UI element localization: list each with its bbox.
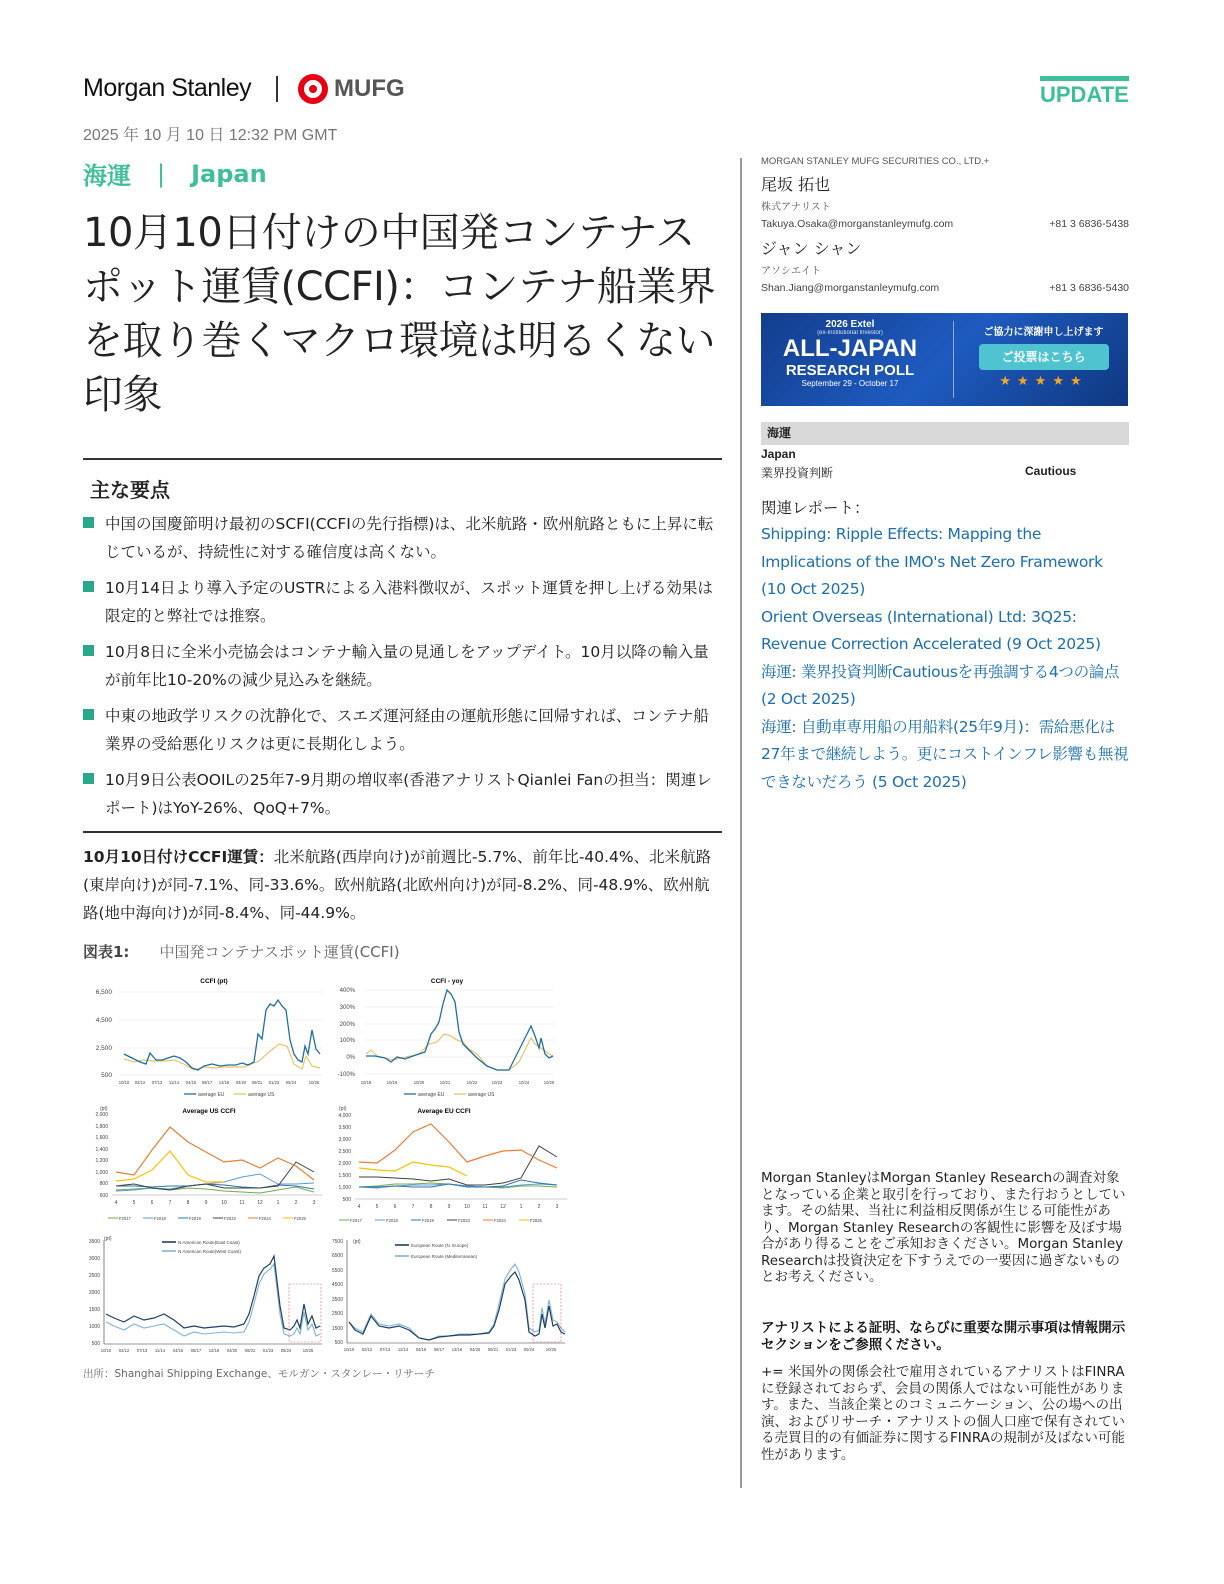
svg-text:8: 8 xyxy=(429,1204,433,1210)
chart-european-routes xyxy=(329,1234,569,1364)
key-point: 中東の地政学リスクの沈静化で、スエズ運河経由の運航形態に回帰すれば、コンテナ船業界の受給悪化リスクは更に長期化しよう。 xyxy=(83,702,723,758)
analyst-card xyxy=(761,172,1129,230)
related-report-link[interactable]: Shipping: Ripple Effects: Mapping the Implications of the IMO's Net Zero Framework (10 Oct 2025) xyxy=(761,525,1103,598)
svg-text:4: 4 xyxy=(357,1204,361,1210)
svg-text:02/12: 02/12 xyxy=(361,1347,373,1352)
key-point: 10月8日に全米小売協会はコンテナ輸入量の見通しをアップデイト。10月以降の輸入量が前年比10-20%の減少見込みを継続。 xyxy=(83,638,723,694)
figure-source: 出所：Shanghai Shipping Exchange、モルガン・スタンレー・リサーチ xyxy=(83,1368,435,1380)
svg-text:(pt): (pt) xyxy=(100,1106,108,1112)
svg-text:9: 9 xyxy=(447,1204,451,1210)
svg-text:07/13: 07/13 xyxy=(151,1080,163,1085)
banner-left: 2026 Extel (ex-Institutional Investor) ALL-JAPAN RESEARCH POLL September 29 - October 17 xyxy=(782,319,918,388)
svg-text:F2025: F2025 xyxy=(530,1218,542,1223)
star-rating-icon: ★★★★★ xyxy=(999,374,1088,389)
svg-text:10/25: 10/25 xyxy=(302,1348,314,1353)
sector-box: 海運 xyxy=(761,422,1129,445)
svg-text:10/18: 10/18 xyxy=(360,1080,372,1085)
svg-text:F2017: F2017 xyxy=(119,1216,131,1221)
related-reports-list xyxy=(761,521,1131,796)
svg-text:11: 11 xyxy=(239,1200,245,1206)
svg-text:F2023: F2023 xyxy=(224,1216,236,1221)
svg-text:300%: 300% xyxy=(339,1005,355,1011)
publish-date: 2025 年 10 月 10 日 12:32 PM GMT xyxy=(83,127,338,144)
banner-right: ご協力に深謝申し上げます ご投票はこちら ★★★★★ xyxy=(966,323,1121,389)
svg-text:2,000: 2,000 xyxy=(95,1112,108,1118)
svg-text:average US: average US xyxy=(468,1092,495,1098)
svg-text:12/18: 12/18 xyxy=(218,1080,230,1085)
svg-text:6,500: 6,500 xyxy=(95,989,112,996)
finra-disclaimer: += 米国外の関係会社で雇用されているアナリストはFINRAに登録されておらず、会員の関係人ではない可能性があります。また、当該企業とのコミュニケーション、公の場への出演、およびリサーチ・アナリストの個人口座で保有されている売買目的の有価証券に関するFINRAの規制が及ばない可能性があります。 xyxy=(761,1364,1125,1463)
svg-text:1,500: 1,500 xyxy=(338,1173,351,1179)
svg-text:F2024: F2024 xyxy=(259,1216,271,1221)
svg-text:average EU: average EU xyxy=(198,1092,225,1098)
svg-text:02/12: 02/12 xyxy=(134,1080,146,1085)
svg-text:F2018: F2018 xyxy=(154,1216,166,1221)
vote-button[interactable]: ご投票はこちら xyxy=(979,344,1109,370)
divider xyxy=(83,458,722,460)
svg-text:2000: 2000 xyxy=(88,1290,100,1296)
svg-text:8: 8 xyxy=(186,1200,190,1206)
sector-header xyxy=(83,156,267,191)
report-title: 10月10日付けの中国発コンテナスポット運賃(CCFI)：コンテナ船業界を取り巻くマクロ環境は明るくない印象 xyxy=(83,210,716,418)
sector-separator: | xyxy=(157,159,166,188)
svg-text:(pt): (pt) xyxy=(104,1236,112,1242)
analyst-phone: +81 3 6836-5430 xyxy=(1049,282,1129,294)
svg-text:1,000: 1,000 xyxy=(95,1170,108,1176)
mufg-ring-icon xyxy=(298,74,328,104)
svg-text:2: 2 xyxy=(537,1204,541,1210)
svg-text:4: 4 xyxy=(114,1200,118,1206)
disclosure-notice: アナリストによる証明、ならびに重要な開示事項は情報開示セクションをご参照ください。 xyxy=(761,1320,1126,1353)
banner-divider xyxy=(953,321,954,398)
svg-text:9: 9 xyxy=(204,1200,208,1206)
svg-text:6: 6 xyxy=(393,1204,397,1210)
mufg-logo xyxy=(298,74,405,104)
chart-n-american-routes xyxy=(84,1234,324,1364)
logo-divider xyxy=(276,76,278,102)
svg-text:1500: 1500 xyxy=(88,1307,100,1313)
key-point: 中国の国慶節明け最初のSCFI(CCFIの先行指標)は、北米航路・欧州航路ともに上昇に転じているが、持続性に対する確信度は高くない。 xyxy=(83,510,723,566)
svg-text:10/23: 10/23 xyxy=(491,1080,503,1085)
svg-text:08/17: 08/17 xyxy=(433,1347,445,1352)
svg-text:5: 5 xyxy=(375,1204,379,1210)
bullet-square-icon xyxy=(83,709,94,720)
svg-text:500: 500 xyxy=(342,1197,351,1203)
svg-text:7: 7 xyxy=(411,1204,415,1210)
svg-text:500: 500 xyxy=(334,1340,343,1346)
svg-text:11/14: 11/14 xyxy=(397,1347,409,1352)
svg-text:08/17: 08/17 xyxy=(201,1080,213,1085)
svg-text:-100%: -100% xyxy=(337,1072,355,1078)
svg-text:3: 3 xyxy=(312,1200,316,1206)
figure-number: 図表1: xyxy=(83,943,130,961)
svg-text:1: 1 xyxy=(276,1200,280,1206)
key-point: 10月14日より導入予定のUSTRによる入港料徴収が、スポット運賃を押し上げる効果は限定的と弊社では推察。 xyxy=(83,574,723,630)
svg-text:F2017: F2017 xyxy=(350,1218,362,1223)
chart-title: CCFI (pt) xyxy=(200,978,228,985)
svg-text:10: 10 xyxy=(221,1200,227,1206)
svg-text:08/21: 08/21 xyxy=(251,1080,263,1085)
svg-text:100%: 100% xyxy=(339,1038,355,1044)
svg-text:4,000: 4,000 xyxy=(338,1113,351,1119)
svg-text:10/22: 10/22 xyxy=(466,1080,478,1085)
column-divider xyxy=(740,158,742,1488)
svg-text:1,200: 1,200 xyxy=(95,1158,108,1164)
svg-text:7: 7 xyxy=(168,1200,172,1206)
key-points-heading: 主な要点 xyxy=(90,478,170,502)
svg-text:4500: 4500 xyxy=(331,1282,343,1288)
svg-text:10/19: 10/19 xyxy=(386,1080,398,1085)
chart-ccfi-yoy xyxy=(329,974,569,1104)
figure-caption: 中国発コンテナスポット運賃(CCFI) xyxy=(159,943,400,961)
ccfi-summary xyxy=(83,843,723,927)
bullet-square-icon xyxy=(83,581,94,592)
svg-text:10/25: 10/25 xyxy=(308,1080,320,1085)
svg-text:0%: 0% xyxy=(346,1055,355,1061)
svg-text:(pt): (pt) xyxy=(339,1106,347,1112)
svg-text:05/24: 05/24 xyxy=(280,1348,292,1353)
svg-text:European Route (Mediterranean): European Route (Mediterranean) xyxy=(411,1254,478,1259)
svg-text:2500: 2500 xyxy=(331,1311,343,1317)
svg-text:5: 5 xyxy=(132,1200,136,1206)
svg-text:6500: 6500 xyxy=(331,1253,343,1259)
mufg-wordmark: MUFG xyxy=(334,75,405,102)
svg-text:1500: 1500 xyxy=(331,1326,343,1332)
svg-text:N.American Route(East Coast): N.American Route(East Coast) xyxy=(178,1240,240,1245)
firm-name: MORGAN STANLEY MUFG SECURITIES CO., LTD.+ xyxy=(761,156,990,167)
svg-text:3,500: 3,500 xyxy=(338,1125,351,1131)
svg-text:07/13: 07/13 xyxy=(136,1348,148,1353)
svg-text:6: 6 xyxy=(150,1200,154,1206)
svg-text:10/21: 10/21 xyxy=(439,1080,451,1085)
svg-text:2: 2 xyxy=(294,1200,298,1206)
key-point: 10月9日公表OOILの25年7-9月期の増収率(香港アナリストQianlei Fanの担当：関連レポート)はYoY-26%、QoQ+7%。 xyxy=(83,766,723,822)
figure-label xyxy=(83,941,400,962)
morgan-stanley-logo: Morgan Stanley xyxy=(83,74,252,102)
svg-text:10/25: 10/25 xyxy=(545,1347,557,1352)
svg-text:08/21: 08/21 xyxy=(487,1347,499,1352)
svg-text:N.American Route(West Coast): N.American Route(West Coast) xyxy=(178,1249,241,1254)
analyst-email-link[interactable]: Shan.Jiang@morganstanleymufg.com xyxy=(761,282,940,294)
analyst-email-link[interactable]: Takuya.Osaka@morganstanleymufg.com xyxy=(761,218,954,230)
sector-label: 海運 xyxy=(83,162,131,190)
svg-text:2,000: 2,000 xyxy=(338,1161,351,1167)
svg-text:11/14: 11/14 xyxy=(168,1080,180,1085)
analyst-role: アソシエイト xyxy=(761,266,821,277)
svg-text:(pt): (pt) xyxy=(353,1239,361,1245)
svg-text:10/24: 10/24 xyxy=(518,1080,530,1085)
analyst-name: ジャン シャン xyxy=(761,239,862,258)
svg-text:3500: 3500 xyxy=(88,1239,100,1245)
svg-text:04/20: 04/20 xyxy=(235,1080,247,1085)
svg-text:08/21: 08/21 xyxy=(244,1348,256,1353)
svg-text:F2019: F2019 xyxy=(189,1216,201,1221)
svg-text:3,000: 3,000 xyxy=(338,1137,351,1143)
svg-text:2500: 2500 xyxy=(88,1273,100,1279)
svg-text:3000: 3000 xyxy=(88,1256,100,1262)
conflict-disclaimer: Morgan StanleyはMorgan Stanley Researchの調査対象となっている企業と取引を行っており、また行おうとしています。その結果、当社に利益相反関係が生じる可能性があり、Morgan Stanley Researchの客観性に影響を及ぼす場合があり得ることをご承知おきください。Morgan Stanley Researchは投資決定を下すうえでの一要因に過ぎないものとお考えください。 xyxy=(761,1170,1126,1285)
chart-ccfi-pt xyxy=(84,974,324,1104)
svg-text:04/16: 04/16 xyxy=(415,1347,427,1352)
svg-text:3: 3 xyxy=(555,1204,559,1210)
svg-text:F2018: F2018 xyxy=(386,1218,398,1223)
bullet-square-icon xyxy=(83,773,94,784)
svg-text:2,500: 2,500 xyxy=(338,1149,351,1155)
svg-text:02/12: 02/12 xyxy=(118,1348,130,1353)
svg-text:07/13: 07/13 xyxy=(379,1347,391,1352)
chart-average-eu-ccfi xyxy=(329,1100,569,1230)
svg-text:04/20: 04/20 xyxy=(226,1348,238,1353)
bullet-square-icon xyxy=(83,517,94,528)
svg-text:600: 600 xyxy=(99,1193,108,1199)
sector-region: Japan xyxy=(761,447,796,461)
svg-text:1,800: 1,800 xyxy=(95,1124,108,1130)
analyst-phone: +81 3 6836-5438 xyxy=(1049,218,1129,230)
svg-text:05/24: 05/24 xyxy=(523,1347,535,1352)
svg-text:12: 12 xyxy=(500,1204,506,1210)
svg-text:10/10: 10/10 xyxy=(100,1348,112,1353)
svg-text:10/20: 10/20 xyxy=(413,1080,425,1085)
svg-text:1,000: 1,000 xyxy=(338,1185,351,1191)
svg-text:04/16: 04/16 xyxy=(185,1080,197,1085)
svg-text:1,600: 1,600 xyxy=(95,1135,108,1141)
region-label: Japan xyxy=(191,159,267,188)
svg-text:European Route (N. Europe): European Route (N. Europe) xyxy=(411,1243,469,1248)
svg-text:11: 11 xyxy=(482,1204,488,1210)
extel-poll-banner[interactable] xyxy=(761,313,1128,406)
ccfi-summary-body: 北米航路(西岸向け)が前週比-5.7%、前年比-40.4%、北米航路(東岸向け)が同-7.1%、同-33.6%。欧州航路(北欧州向け)が同-8.2%、同-48.9%、欧州航路(地中海向け)が同-8.4%、同-44.9%。 xyxy=(83,848,712,922)
svg-text:10/25: 10/25 xyxy=(543,1080,555,1085)
svg-text:01/23: 01/23 xyxy=(262,1348,274,1353)
svg-text:05/24: 05/24 xyxy=(285,1080,297,1085)
svg-text:1000: 1000 xyxy=(88,1324,100,1330)
svg-text:3500: 3500 xyxy=(331,1297,343,1303)
key-points-list xyxy=(83,510,723,830)
svg-text:04/16: 04/16 xyxy=(172,1348,184,1353)
svg-text:average US: average US xyxy=(248,1092,275,1098)
chart-title: CCFI - yoy xyxy=(430,978,464,985)
update-badge: UPDATE xyxy=(1040,82,1129,107)
related-report-link[interactable]: 海運: 自動車専用船の用船料(25年9月)：需給悪化は27年まで継続しよう。更にコストインフレ影響も無視できないだろう (5 Oct 2025) xyxy=(761,717,1129,791)
analyst-card xyxy=(761,236,1129,294)
chart-average-us-ccfi xyxy=(84,1100,324,1230)
svg-text:08/17: 08/17 xyxy=(190,1348,202,1353)
related-reports-heading: 関連レポート： xyxy=(761,499,870,517)
svg-text:400%: 400% xyxy=(339,988,355,994)
svg-text:F2024: F2024 xyxy=(494,1218,506,1223)
svg-text:7500: 7500 xyxy=(331,1239,343,1245)
svg-text:800: 800 xyxy=(99,1181,108,1187)
svg-text:5500: 5500 xyxy=(331,1268,343,1274)
divider xyxy=(83,831,722,833)
svg-text:500: 500 xyxy=(91,1341,100,1347)
svg-text:10/10: 10/10 xyxy=(118,1080,130,1085)
svg-text:01/23: 01/23 xyxy=(505,1347,517,1352)
svg-text:F2023: F2023 xyxy=(458,1218,470,1223)
ccfi-summary-lead: 10月10日付けCCFI運賃： xyxy=(83,848,274,866)
analyst-name: 尾坂 拓也 xyxy=(761,175,831,194)
svg-text:12/18: 12/18 xyxy=(208,1348,220,1353)
svg-text:01/23: 01/23 xyxy=(268,1080,280,1085)
svg-text:1,400: 1,400 xyxy=(95,1147,108,1153)
svg-text:11/14: 11/14 xyxy=(154,1348,166,1353)
svg-text:12: 12 xyxy=(257,1200,263,1206)
svg-text:12/18: 12/18 xyxy=(451,1347,463,1352)
chart-title: Average EU CCFI xyxy=(417,1108,471,1115)
svg-text:200%: 200% xyxy=(339,1022,355,1028)
analyst-role: 株式アナリスト xyxy=(761,202,831,213)
svg-text:500: 500 xyxy=(101,1072,112,1079)
svg-text:10: 10 xyxy=(464,1204,470,1210)
rating-label: 業界投資判断 xyxy=(761,466,834,480)
related-report-link[interactable]: 海運: 業界投資判断Cautiousを再強調する4つの論点 (2 Oct 2025) xyxy=(761,662,1120,708)
update-accent-bar xyxy=(1040,76,1129,81)
svg-text:04/20: 04/20 xyxy=(469,1347,481,1352)
svg-text:2,500: 2,500 xyxy=(95,1045,112,1052)
rating-value: Cautious xyxy=(1025,464,1077,478)
svg-text:average EU: average EU xyxy=(418,1092,445,1098)
svg-text:F2025: F2025 xyxy=(294,1216,306,1221)
chart-title: Average US CCFI xyxy=(182,1108,236,1115)
svg-text:F2019: F2019 xyxy=(422,1218,434,1223)
related-report-link[interactable]: Orient Overseas (International) Ltd: 3Q25: Revenue Correction Accelerated (9 Oct 2025) xyxy=(761,607,1101,653)
svg-text:4,500: 4,500 xyxy=(95,1017,112,1024)
svg-text:10/10: 10/10 xyxy=(343,1347,355,1352)
svg-text:1: 1 xyxy=(519,1204,523,1210)
bullet-square-icon xyxy=(83,645,94,656)
